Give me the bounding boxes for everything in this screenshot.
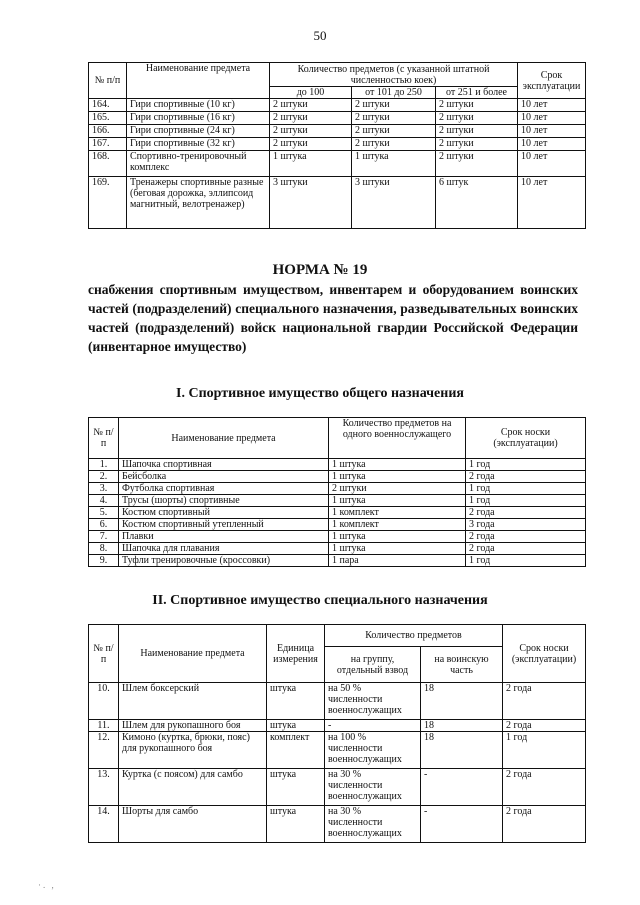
cell-name: Гири спортивные (24 кг) bbox=[127, 125, 270, 138]
cell-num: 4. bbox=[89, 495, 119, 507]
section-1-title: I. Спортивное имущество общего назначения bbox=[176, 386, 464, 401]
cell-term: 2 года bbox=[466, 507, 586, 519]
cell-qty: 2 штуки bbox=[352, 125, 436, 138]
cell-term: 2 года bbox=[466, 531, 586, 543]
table-row bbox=[89, 683, 586, 720]
table-row bbox=[89, 177, 586, 229]
cell-qty: 1 штука bbox=[329, 459, 466, 471]
cell-term: 2 года bbox=[503, 720, 586, 732]
cell-term: 2 года bbox=[466, 471, 586, 483]
cell-part: - bbox=[421, 806, 503, 843]
table-row bbox=[89, 769, 586, 806]
cell-qty: 1 штука bbox=[329, 495, 466, 507]
cell-name: Шлем для рукопашного боя bbox=[119, 720, 267, 732]
cell-name: Плавки bbox=[119, 531, 329, 543]
cell-qty: 2 штуки bbox=[436, 138, 518, 151]
col-subheader-2: от 101 до 250 bbox=[352, 87, 436, 99]
scan-mark: ·. , bbox=[38, 880, 56, 890]
section-2-title: II. Спортивное имущество специального назначения bbox=[152, 593, 488, 608]
table-row bbox=[89, 732, 586, 769]
cell-num: 165. bbox=[89, 112, 127, 125]
cell-name: Гири спортивные (10 кг) bbox=[127, 99, 270, 112]
cell-term: 2 года bbox=[503, 806, 586, 843]
cell-num: 14. bbox=[89, 806, 119, 843]
cell-qty: 2 штуки bbox=[436, 99, 518, 112]
cell-qty: 1 штука bbox=[329, 471, 466, 483]
cell-name: Костюм спортивный утепленный bbox=[119, 519, 329, 531]
cell-num: 13. bbox=[89, 769, 119, 806]
table-general-sport-property bbox=[88, 417, 586, 567]
table-row bbox=[89, 138, 586, 151]
col-header-qty: Количество предметов (с указанной штатной численностью коек) bbox=[270, 63, 518, 87]
cell-group: на 30 % численности военнослужащих bbox=[325, 806, 421, 843]
cell-qty: 6 штук bbox=[436, 177, 518, 229]
cell-qty: 2 штуки bbox=[352, 99, 436, 112]
cell-qty: 1 штука bbox=[329, 543, 466, 555]
cell-term: 10 лет bbox=[518, 138, 586, 151]
cell-num: 12. bbox=[89, 732, 119, 769]
table-row bbox=[89, 151, 586, 177]
col-subheader-3: от 251 и более bbox=[436, 87, 518, 99]
cell-unit: штука bbox=[267, 683, 325, 720]
cell-name: Гири спортивные (16 кг) bbox=[127, 112, 270, 125]
cell-qty: 2 штуки bbox=[436, 112, 518, 125]
cell-num: 9. bbox=[89, 555, 119, 567]
cell-name: Бейсболка bbox=[119, 471, 329, 483]
table-row bbox=[89, 519, 586, 531]
col-header-num: № п/п bbox=[89, 625, 119, 683]
cell-term: 2 года bbox=[466, 543, 586, 555]
cell-term: 1 год bbox=[466, 459, 586, 471]
cell-term: 3 года bbox=[466, 519, 586, 531]
cell-qty: 1 пара bbox=[329, 555, 466, 567]
col-header-term: Срок эксплуатации bbox=[518, 63, 586, 99]
cell-name: Тренажеры спортивные разные (беговая дорожка, эллипсоид магнитный, велотренажер) bbox=[127, 177, 270, 229]
cell-qty: 1 комплект bbox=[329, 519, 466, 531]
cell-qty: 3 штуки bbox=[270, 177, 352, 229]
cell-term: 1 год bbox=[503, 732, 586, 769]
col-header-name: Наименование предмета bbox=[127, 63, 270, 99]
cell-part: 18 bbox=[421, 720, 503, 732]
col-header-unit: Единица измерения bbox=[267, 625, 325, 683]
table-row bbox=[89, 507, 586, 519]
cell-num: 167. bbox=[89, 138, 127, 151]
cell-qty: 2 штуки bbox=[436, 125, 518, 138]
cell-group: на 100 % численности военнослужащих bbox=[325, 732, 421, 769]
cell-term: 10 лет bbox=[518, 177, 586, 229]
cell-term: 10 лет bbox=[518, 99, 586, 112]
col-subheader-1: до 100 bbox=[270, 87, 352, 99]
table-row bbox=[89, 483, 586, 495]
table-sport-inventory-continued bbox=[88, 62, 586, 229]
cell-name: Футболка спортивная bbox=[119, 483, 329, 495]
col-header-qty: Количество предметов bbox=[325, 625, 503, 647]
cell-unit: комплект bbox=[267, 732, 325, 769]
cell-unit: штука bbox=[267, 720, 325, 732]
col-header-qty: Количество предметов на одного военнослужащего bbox=[329, 418, 466, 459]
cell-part: 18 bbox=[421, 732, 503, 769]
cell-name: Гири спортивные (32 кг) bbox=[127, 138, 270, 151]
cell-qty: 2 штуки bbox=[329, 483, 466, 495]
cell-part: 18 bbox=[421, 683, 503, 720]
cell-num: 10. bbox=[89, 683, 119, 720]
cell-num: 7. bbox=[89, 531, 119, 543]
col-header-name: Наименование предмета bbox=[119, 418, 329, 459]
table-row bbox=[89, 125, 586, 138]
cell-group: - bbox=[325, 720, 421, 732]
cell-qty: 2 штуки bbox=[436, 151, 518, 177]
cell-term: 10 лет bbox=[518, 125, 586, 138]
cell-qty: 3 штуки bbox=[352, 177, 436, 229]
cell-term: 2 года bbox=[503, 683, 586, 720]
table-row bbox=[89, 531, 586, 543]
cell-term: 10 лет bbox=[518, 112, 586, 125]
cell-num: 6. bbox=[89, 519, 119, 531]
cell-qty: 2 штуки bbox=[352, 138, 436, 151]
cell-num: 166. bbox=[89, 125, 127, 138]
cell-term: 1 год bbox=[466, 495, 586, 507]
cell-name: Шлем боксерский bbox=[119, 683, 267, 720]
col-header-num: № п/п bbox=[89, 63, 127, 99]
table-row bbox=[89, 99, 586, 112]
cell-qty: 2 штуки bbox=[270, 125, 352, 138]
table-special-sport-property bbox=[88, 624, 586, 843]
cell-name: Куртка (с поясом) для самбо bbox=[119, 769, 267, 806]
cell-name: Шорты для самбо bbox=[119, 806, 267, 843]
cell-qty: 2 штуки bbox=[352, 112, 436, 125]
cell-name: Туфли тренировочные (кроссовки) bbox=[119, 555, 329, 567]
cell-name: Трусы (шорты) спортивные bbox=[119, 495, 329, 507]
col-header-term: Срок носки (эксплуатации) bbox=[466, 418, 586, 459]
cell-num: 8. bbox=[89, 543, 119, 555]
table-row bbox=[89, 555, 586, 567]
table-row bbox=[89, 471, 586, 483]
cell-num: 168. bbox=[89, 151, 127, 177]
col-subheader-unit-part: на воинскую часть bbox=[421, 647, 503, 683]
col-subheader-group: на группу, отдельный взвод bbox=[325, 647, 421, 683]
table-row bbox=[89, 543, 586, 555]
table-row bbox=[89, 495, 586, 507]
table-row bbox=[89, 720, 586, 732]
cell-name: Кимоно (куртка, брюки, пояс) для рукопашного боя bbox=[119, 732, 267, 769]
cell-term: 2 года bbox=[503, 769, 586, 806]
cell-group: на 30 % численности военнослужащих bbox=[325, 769, 421, 806]
cell-num: 164. bbox=[89, 99, 127, 112]
col-header-num: № п/п bbox=[89, 418, 119, 459]
cell-qty: 1 комплект bbox=[329, 507, 466, 519]
cell-qty: 2 штуки bbox=[270, 112, 352, 125]
col-header-term: Срок носки (эксплуатации) bbox=[503, 625, 586, 683]
cell-num: 5. bbox=[89, 507, 119, 519]
page-number: 50 bbox=[313, 28, 327, 43]
cell-num: 3. bbox=[89, 483, 119, 495]
cell-qty: 2 штуки bbox=[270, 138, 352, 151]
cell-name: Спортивно-тренировочный комплекс bbox=[127, 151, 270, 177]
col-header-name: Наименование предмета bbox=[119, 625, 267, 683]
cell-name: Шапочка спортивная bbox=[119, 459, 329, 471]
cell-name: Костюм спортивный bbox=[119, 507, 329, 519]
norm-title: НОРМА № 19 bbox=[272, 262, 368, 278]
cell-term: 1 год bbox=[466, 555, 586, 567]
cell-qty: 2 штуки bbox=[270, 99, 352, 112]
cell-num: 2. bbox=[89, 471, 119, 483]
cell-qty: 1 штука bbox=[270, 151, 352, 177]
cell-num: 169. bbox=[89, 177, 127, 229]
cell-name: Шапочка для плавания bbox=[119, 543, 329, 555]
cell-unit: штука bbox=[267, 769, 325, 806]
cell-qty: 1 штука bbox=[352, 151, 436, 177]
cell-group: на 50 % численности военнослужащих bbox=[325, 683, 421, 720]
table-row bbox=[89, 459, 586, 471]
cell-term: 10 лет bbox=[518, 151, 586, 177]
cell-num: 11. bbox=[89, 720, 119, 732]
norm-subtitle: снабжения спортивным имуществом, инвентарем и оборудованием воинских частей (подразделений) специального назначения, разведывательных воинских частей (подразделений) войск национальной гвардии Российской Федерации (инвентарное имущество) bbox=[88, 282, 578, 354]
table-row bbox=[89, 112, 586, 125]
cell-unit: штука bbox=[267, 806, 325, 843]
cell-term: 1 год bbox=[466, 483, 586, 495]
cell-qty: 1 штука bbox=[329, 531, 466, 543]
cell-part: - bbox=[421, 769, 503, 806]
table-row bbox=[89, 806, 586, 843]
cell-num: 1. bbox=[89, 459, 119, 471]
